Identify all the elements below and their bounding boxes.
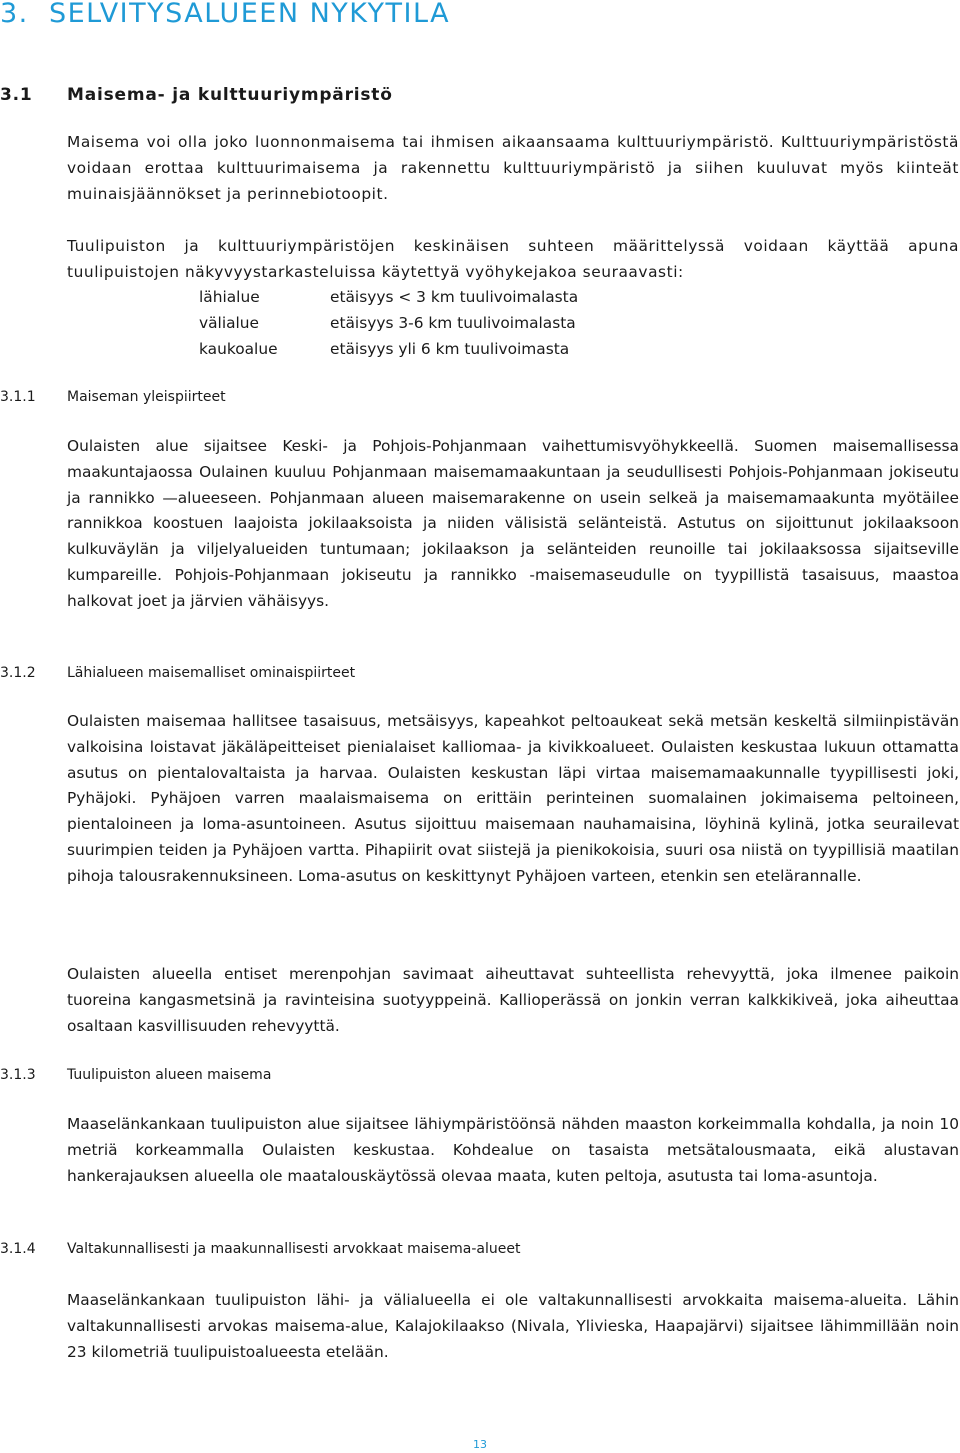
- intro-paragraph-1: Maisema voi olla joko luonnonmaisema tai ihmisen aikaansaama kulttuuriympäristö. Kulttuuriympäristöstä voidaan erottaa kulttuurimaisema ja rakennettu kulttuuriympäristö ja siihen kuuluvat myös kiinteät muinaisjäännökset ja perinnebiotoopit.: [67, 133, 959, 203]
- subsection-title: Tuulipuiston alueen maisema: [67, 1067, 272, 1083]
- zone-list: [199, 285, 578, 362]
- subsection-paragraph: Oulaisten alue sijaitsee Keski- ja Pohjois-Pohjanmaan vaihettumisvyöhykkeellä. Suomen maisemallisessa maakuntajaossa Oulainen kuuluu Pohjanmaan maisemamaakuntaan ja seudullisesti Pohjois-Pohjanmaan jokiseutu ja rannikko —alueeseen. Pohjanmaan alueen maisemarakenne on usein selkeä ja maisemamaakunta myötäilee rannikkoa koostuen laajoista jokilaaksoista ja niiden välisistä selänteistä. Astutus on sijoittunut jokilaaksoon kulkuväylän ja viljelyalueiden tuntumaan; jokilaakson ja selänteiden reunoille tai jokilaaksossa sijaitseville kumpareille. Pohjois-Pohjanmaan jokiseutu ja rannikko -maisemaseudulle on tyypillistä tasaisuus, maastoa halkovat joet ja järvien vähäisyys.: [67, 437, 959, 610]
- subsection-title: Lähialueen maisemalliset ominaispiirteet: [67, 665, 356, 681]
- zone-desc: etäisyys 3-6 km tuulivoimalasta: [330, 313, 576, 332]
- subsection-heading-3-1-3: [0, 1067, 271, 1083]
- subsection-number: 3.1.1: [0, 389, 36, 405]
- zone-row: [199, 285, 578, 311]
- subsection-number: 3.1.2: [0, 665, 36, 681]
- section-title: Maisema- ja kulttuuriympäristö: [67, 85, 393, 105]
- subsection-heading-3-1-1: [0, 389, 226, 405]
- zone-desc: etäisyys yli 6 km tuulivoimasta: [330, 339, 570, 358]
- zone-term: välialue: [199, 313, 260, 332]
- zone-row: [199, 337, 578, 363]
- chapter-heading: [0, 0, 450, 29]
- subsection-paragraph: Oulaisten maisemaa hallitsee tasaisuus, metsäisyys, kapeahkot peltoaukeat sekä metsän keskeltä silmiinpistävän valkoisina loistavat jäkäläpeitteiset pienialaiset kalliomaa- ja kivikkoalueet. Oulaisten keskustaa lukuun ottamatta asutus on pientalovaltaista ja harvaa. Oulaisten keskustan läpi virtaa maisemamaakunnalle tyypillisesti joki, Pyhäjoki. Pyhäjoen varren maalaismaisema on erittäin perinteinen suomalainen jokimaisema peltoineen, pientaloineen ja loma-asuntoineen. Asutus sijoittuu maisemaan nauhamaisina, löyhinä kylinä, jotka seurailevat suurimpien teiden ja Pyhäjoen vartta. Pihapiirit ovat siistejä ja pienikokoisia, suuri osa niistä on tyypillisiä maatilan pihoja talousrakennuksineen. Loma-asutus on keskittynyt Pyhäjoen varteen, etenkin sen etelärannalle.: [67, 712, 959, 885]
- subsection-paragraph: Maaselänkankaan tuulipuiston alue sijaitsee lähiympäristöönsä nähden maaston korkeimmalla kohdalla, ja noin 10 metriä korkeammalla Oulaisten keskustaa. Kohdealue on tasaista metsätalousmaata, eikä alustavan hankerajauksen alueella ole maatalouskäytössä olevaa maata, kuten peltoja, asutusta tai loma-asuntoja.: [67, 1115, 959, 1185]
- chapter-number: 3.: [0, 0, 29, 29]
- page-number: 13: [473, 1438, 487, 1451]
- subsection-paragraph: Maaselänkankaan tuulipuiston lähi- ja välialueella ei ole valtakunnallisesti arvokkaita maisema-alueita. Lähin valtakunnallisesti arvokas maisema-alue, Kalajokilaakso (Nivala, Ylivieska, Haapajärvi) sijaitsee lähimmillään noin 23 kilometriä tuulipuistoalueesta etelään.: [67, 1291, 959, 1361]
- subsection-title: Valtakunnallisesti ja maakunnallisesti arvokkaat maisema-alueet: [67, 1241, 521, 1257]
- section-heading: [0, 85, 393, 105]
- zone-term: lähialue: [199, 288, 260, 306]
- zone-desc: etäisyys < 3 km tuulivoimalasta: [330, 288, 579, 306]
- zone-row: [199, 311, 578, 337]
- zone-term: kaukoalue: [199, 339, 278, 358]
- subsection-number: 3.1.3: [0, 1067, 36, 1083]
- subsection-title: Maiseman yleispiirteet: [67, 389, 226, 405]
- subsection-heading-3-1-2: [0, 665, 355, 681]
- subsection-heading-3-1-4: [0, 1241, 520, 1257]
- subsection-number: 3.1.4: [0, 1241, 36, 1257]
- chapter-title: SELVITYSALUEEN NYKYTILA: [48, 0, 451, 29]
- section-number: 3.1: [0, 85, 33, 105]
- intro-paragraph-2: Tuulipuiston ja kulttuuriympäristöjen keskinäisen suhteen määrittelyssä voidaan käyttää apuna tuulipuistojen näkyvyystarkasteluissa käytettyä vyöhykejakoa seuraavasti:: [67, 237, 959, 281]
- subsection-paragraph: Oulaisten alueella entiset merenpohjan savimaat aiheuttavat suhteellista rehevyyttä, joka ilmenee paikoin tuoreina kangasmetsinä ja ravinteisina suotyyppeinä. Kallioperässä on jonkin verran kalkkikiveä, joka aiheuttaa osaltaan kasvillisuuden rehevyyttä.: [67, 965, 959, 1035]
